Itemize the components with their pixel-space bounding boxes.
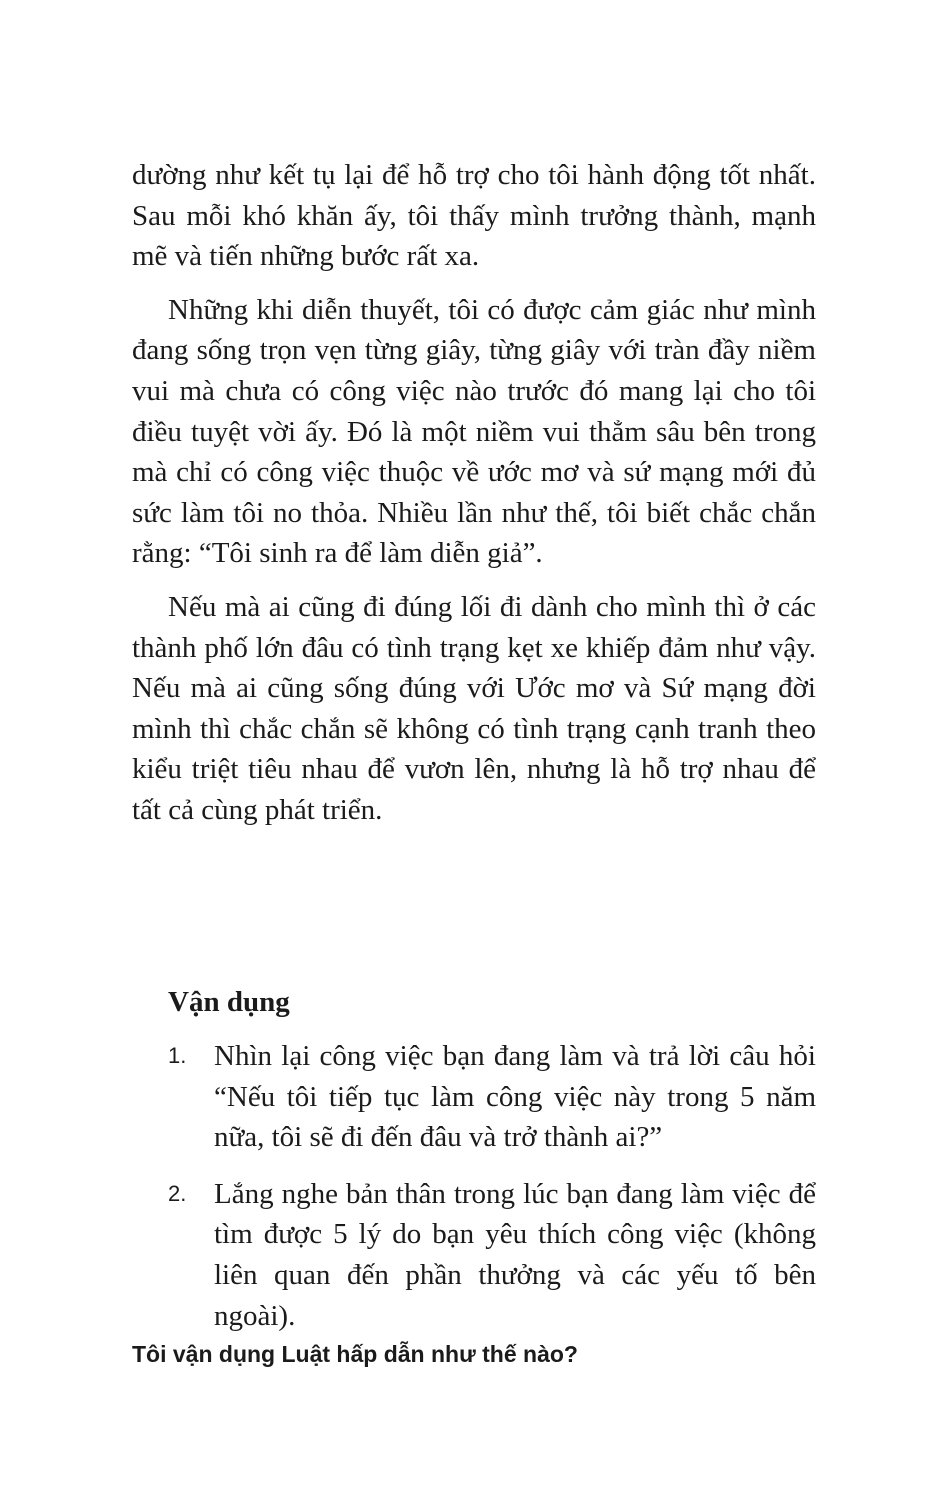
paragraph-continuation: dường như kết tụ lại để hỗ trợ cho tôi hành động tốt nhất. Sau mỗi khó khăn ấy, tôi thấy mình trưởng thành, mạnh mẽ và tiến những bước rất xa.: [132, 159, 816, 273]
list-item-text: Lắng nghe bản thân trong lúc bạn đang làm việc để tìm được 5 lý do bạn yêu thích công việc (không liên quan đến phần thưởng và các yếu tố bên ngoài).: [214, 1177, 816, 1332]
list-item-text: Nhìn lại công việc bạn đang làm và trả lời câu hỏi “Nếu tôi tiếp tục làm công việc này trong 5 năm nữa, tôi sẽ đi đến đâu và trở thành ai?”: [214, 1040, 816, 1154]
list-item: [132, 1174, 816, 1336]
paragraph-speaking: Những khi diễn thuyết, tôi có được cảm giác như mình đang sống trọn vẹn từng giây, từng giây với tràn đầy niềm vui mà chưa có công việc nào trước đó mang lại cho tôi điều tuyệt vời ấy. Đó là một niềm vui thẳm sâu bên trong mà chỉ có công việc thuộc về ước mơ và sứ mạng mới đủ sức làm tôi no thỏa. Nhiều lần như thế, tôi biết chắc chắn rằng: “Tôi sinh ra để làm diễn giả”.: [132, 293, 816, 570]
next-section-heading: Tôi vận dụng Luật hấp dẫn như thế nào?: [132, 1341, 578, 1367]
apply-heading: Vận dụng: [168, 986, 290, 1018]
list-item-number: 2.: [168, 1180, 187, 1206]
list-item-number: 1.: [168, 1043, 187, 1068]
apply-list: [132, 1036, 816, 1352]
body-text: [132, 155, 816, 844]
list-item: [132, 1036, 816, 1158]
paragraph-right-path: Nếu mà ai cũng đi đúng lối đi dành cho mình thì ở các thành phố lớn đâu có tình trạng kẹt xe khiếp đảm như vậy. Nếu mà ai cũng sống đúng với Ước mơ và Sứ mạng đời mình thì chắc chắn sẽ không có tình trạng cạnh tranh theo kiểu triệt tiêu nhau để vươn lên, nhưng là hỗ trợ nhau để tất cả cùng phát triển.: [132, 590, 816, 826]
